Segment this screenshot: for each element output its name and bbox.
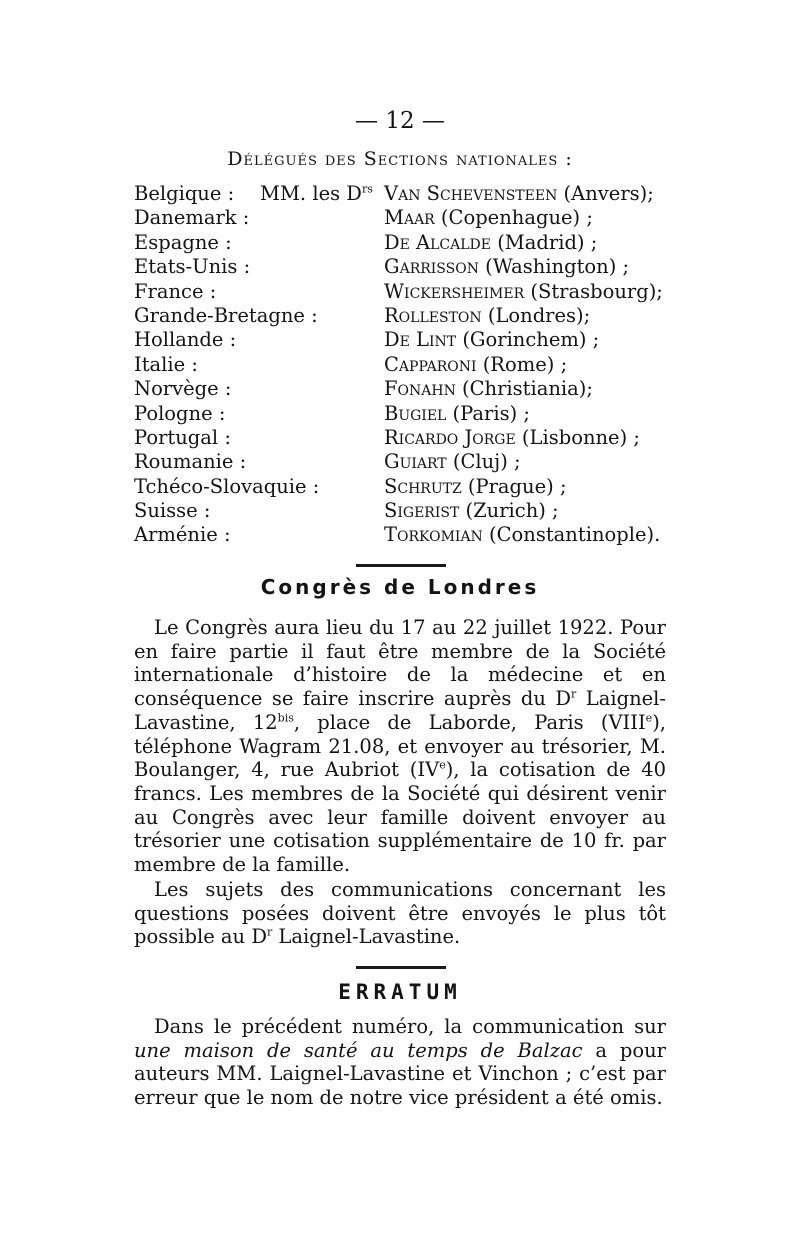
delegate-name: Fonahn bbox=[384, 377, 456, 401]
delegate-name: De Alcalde bbox=[384, 230, 491, 254]
delegate-person bbox=[384, 182, 654, 206]
delegate-person bbox=[384, 450, 521, 474]
delegate-row bbox=[134, 280, 674, 304]
delegate-name: Garrisson bbox=[384, 255, 479, 279]
erratum-paragraph: Dans le précédent numéro, la communication sur une maison de santé au temps de Balzac a pour auteurs MM. Laignel-Lavastine et Vinchon ; c’est par erreur que le nom de notre vice président a été omis. bbox=[134, 1015, 666, 1110]
delegate-place: (Gorinchem) ; bbox=[456, 328, 600, 352]
delegate-country: Arménie : bbox=[134, 523, 231, 547]
delegate-prefix: MM. les $D^{rs}$ bbox=[260, 182, 373, 205]
delegate-person bbox=[384, 231, 597, 255]
divider-rule bbox=[356, 564, 446, 567]
delegate-place: (Zurich) ; bbox=[459, 499, 559, 523]
delegate-place: (Madrid) ; bbox=[491, 230, 598, 254]
delegate-country: Suisse : bbox=[134, 499, 211, 523]
congres-heading: Congrès de Londres bbox=[260, 575, 540, 599]
delegate-row bbox=[134, 377, 674, 401]
delegate-row bbox=[134, 475, 674, 499]
delegate-row bbox=[134, 206, 674, 230]
erratum-heading: ERRATUM bbox=[338, 980, 462, 1004]
delegate-place: (Prague) ; bbox=[461, 474, 567, 498]
delegate-name: Schrutz bbox=[384, 474, 462, 498]
congres-paragraph-1: Le Congrès aura lieu du 17 au 22 juillet 1922. Pour en faire partie il faut être membre de la Société internationale d’histoire de la médecine et en conséquence se faire inscrire auprès du $D^r$ Laignel-Lavastine, $12^{bis}$, place de Laborde, Paris (VIIIe), téléphone Wagram 21.08, et envoyer au trésorier, M. Boulanger, 4, rue Aubriot (IVe), la cotisation de 40 francs. Les membres de la Société qui désirent venir au Congrès avec leur famille doivent envoyer au trésorier une cotisation supplémentaire de 10 fr. par membre de la famille. bbox=[134, 616, 667, 877]
delegate-row bbox=[134, 426, 674, 450]
delegate-person bbox=[384, 328, 599, 352]
delegate-row bbox=[134, 182, 674, 206]
delegate-country: Hollande : bbox=[134, 328, 237, 352]
delegate-row bbox=[134, 353, 674, 377]
delegate-name: Bugiel bbox=[384, 401, 447, 425]
delegate-person bbox=[384, 377, 593, 401]
delegate-person bbox=[384, 280, 663, 304]
delegate-name: Van Schevensteen bbox=[384, 182, 558, 205]
delegate-name: Sigerist bbox=[384, 499, 460, 523]
delegate-name: De Lint bbox=[384, 328, 457, 352]
delegate-person bbox=[384, 499, 559, 523]
delegate-place: (Washington) ; bbox=[478, 255, 630, 279]
delegate-row bbox=[134, 328, 674, 352]
delegate-country: Tchéco-Slovaquie : bbox=[134, 474, 320, 498]
page-number: — 12 — bbox=[355, 108, 445, 134]
delegate-person bbox=[384, 206, 593, 230]
delegate-name: Capparoni bbox=[384, 352, 477, 376]
delegate-name: Maar bbox=[384, 206, 435, 230]
delegate-person bbox=[384, 475, 567, 499]
delegate-row bbox=[134, 523, 674, 547]
delegate-person bbox=[384, 255, 629, 279]
delegate-place: (Christiania); bbox=[455, 377, 593, 401]
delegate-name: Torkomian bbox=[384, 523, 483, 547]
delegate-country: Belgique : bbox=[134, 182, 235, 205]
delegate-country: Italie : bbox=[134, 352, 198, 376]
delegate-row bbox=[134, 402, 674, 426]
delegate-place: (Rome) ; bbox=[476, 352, 568, 376]
delegate-place: (Londres); bbox=[481, 303, 591, 327]
delegate-country: Roumanie : bbox=[134, 450, 247, 474]
delegate-person bbox=[384, 426, 640, 450]
delegate-country: France : bbox=[134, 279, 217, 303]
delegate-row bbox=[134, 499, 674, 523]
delegate-country: Espagne : bbox=[134, 230, 232, 254]
delegate-place: (Anvers); bbox=[557, 182, 654, 205]
congres-paragraph-2: Les sujets des communications concernant les questions posées doivent être envoyés le plus tôt possible au $D^r$ Laignel-Lavastine. bbox=[134, 878, 666, 949]
delegate-name: Ricardo Jorge bbox=[384, 425, 516, 449]
delegate-country: Norvège : bbox=[134, 377, 232, 401]
divider-rule bbox=[356, 966, 446, 969]
delegate-name: Rolleston bbox=[384, 303, 482, 327]
delegate-country: Danemark : bbox=[134, 206, 250, 230]
delegate-country: Grande-Bretagne : bbox=[134, 303, 318, 327]
delegate-person bbox=[384, 402, 530, 426]
delegate-place: (Strasbourg); bbox=[524, 279, 663, 303]
delegate-place: (Paris) ; bbox=[446, 401, 530, 425]
delegate-name: Wickersheimer bbox=[384, 279, 525, 303]
delegate-person bbox=[384, 353, 567, 377]
delegate-person bbox=[384, 523, 660, 547]
delegate-place: (Lisbonne) ; bbox=[515, 425, 640, 449]
delegate-place: (Copenhague) ; bbox=[434, 206, 593, 230]
delegate-row bbox=[134, 450, 674, 474]
delegate-person bbox=[384, 304, 590, 328]
section-title: Délégués des Sections nationales : bbox=[227, 148, 573, 170]
delegate-place: (Constantinople). bbox=[482, 523, 661, 547]
delegate-country: Portugal : bbox=[134, 425, 231, 449]
delegate-row bbox=[134, 255, 674, 279]
delegate-country: Etats-Unis : bbox=[134, 255, 251, 279]
delegate-name: Guiart bbox=[384, 450, 447, 474]
delegate-country: Pologne : bbox=[134, 401, 226, 425]
delegate-row bbox=[134, 231, 674, 255]
delegate-place: (Cluj) ; bbox=[446, 450, 521, 474]
delegates-list bbox=[134, 182, 674, 548]
delegate-row bbox=[134, 304, 674, 328]
